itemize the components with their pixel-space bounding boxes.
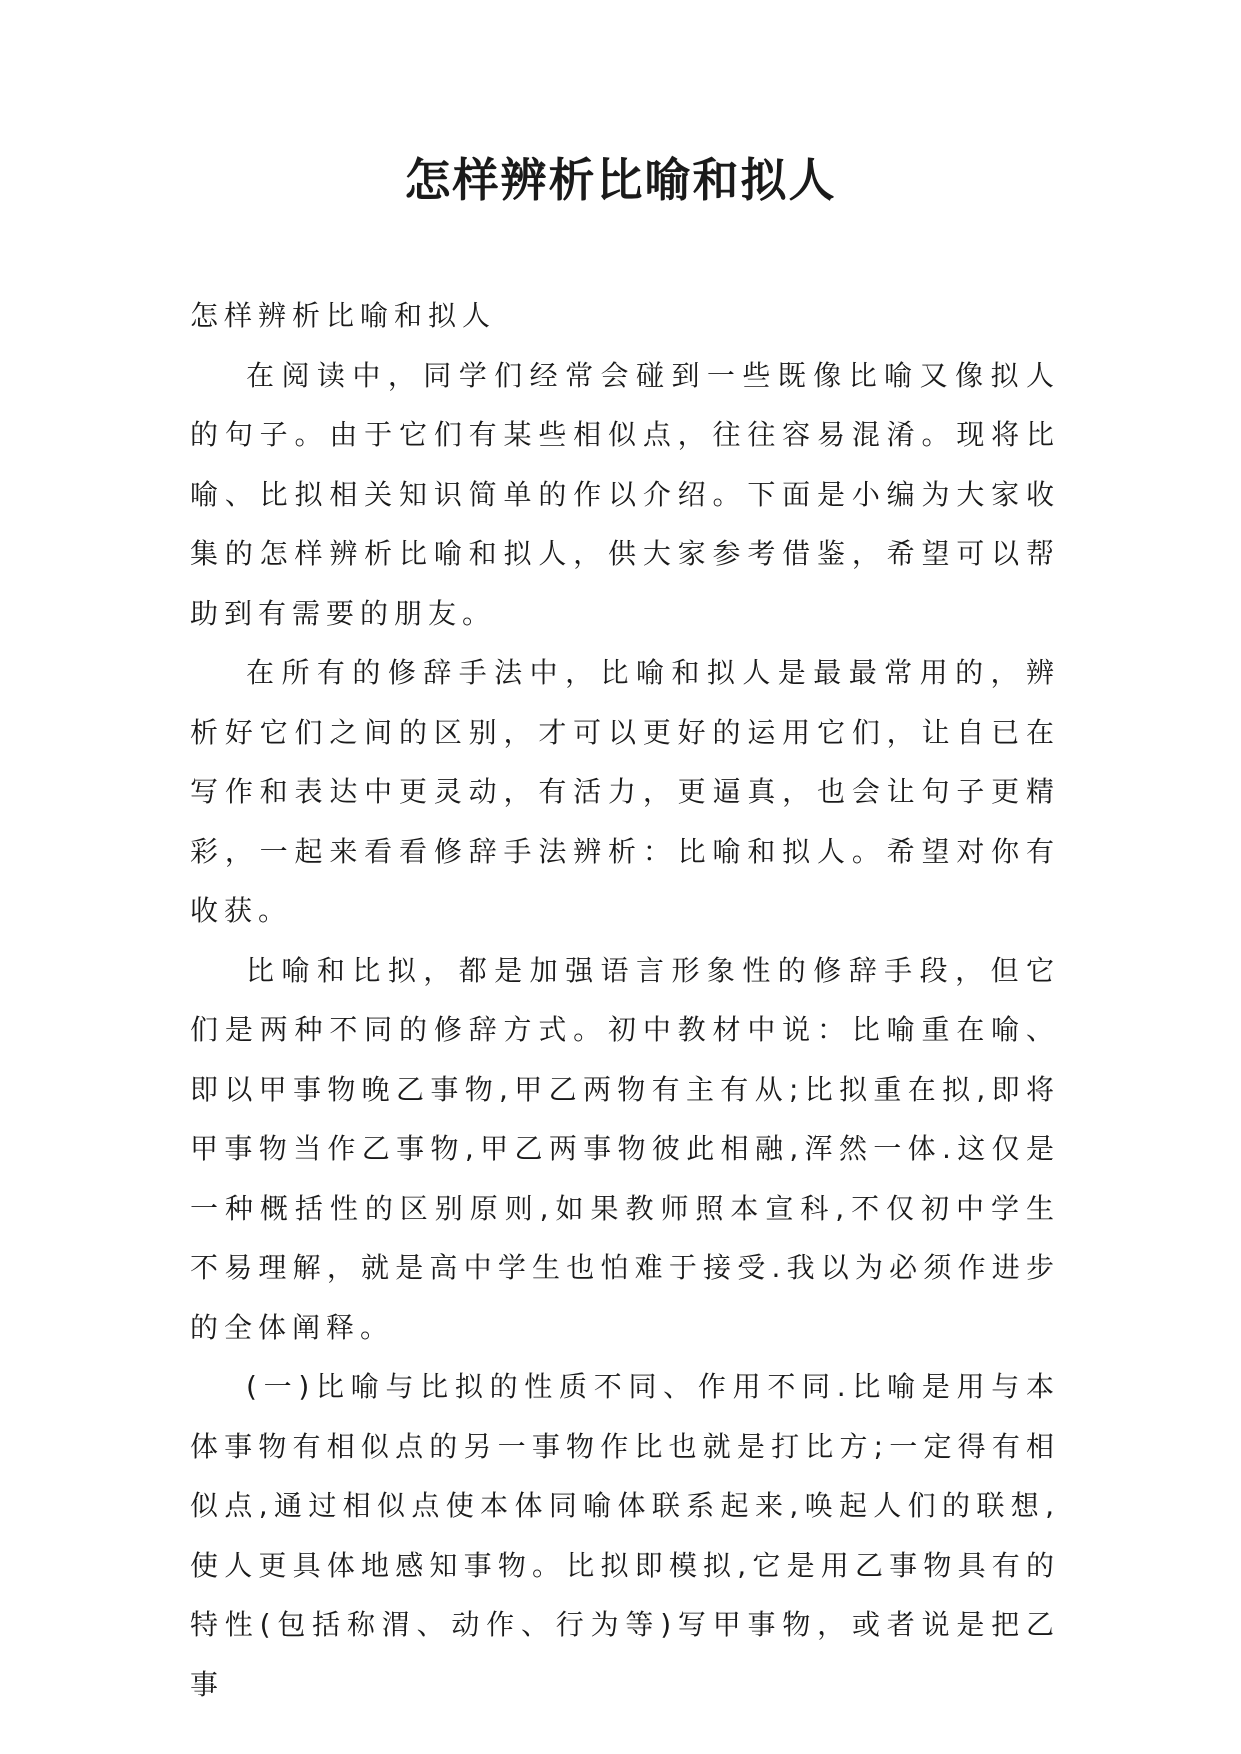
document-title: 怎样辨析比喻和拟人 — [404, 153, 837, 207]
document-body — [190, 286, 1060, 1714]
paragraph: (一)比喻与比拟的性质不同、作用不同.比喻是用与本体事物有相似点的另一事物作比也就是打比方;一定得有相似点,通过相似点使本体同喻体联系起来,唤起人们的联想,使人更具体地感知事物。比拟即模拟,它是用乙事物具有的特性(包括称渭、动作、行为等)写甲事物，或者说是把乙事 — [190, 1370, 1060, 1701]
paragraph: 比喻和比拟，都是加强语言形象性的修辞手段，但它们是两种不同的修辞方式。初中教材中说：比喻重在喻、即以甲事物晚乙事物,甲乙两物有主有从;比拟重在拟,即将甲事物当作乙事物,甲乙两事物彼此相融,浑然一体.这仅是一种概括性的区别原则,如果教师照本宣科,不仅初中学生不易理解，就是高中学生也怕难于接受.我以为必须作进步的全体阐释。 — [190, 953, 1060, 1344]
paragraph: 在阅读中，同学们经常会碰到一些既像比喻又像拟人的句子。由于它们有某些相似点，往往容易混淆。现将比喻、比拟相关知识简单的作以介绍。下面是小编为大家收集的怎样辨析比喻和拟人，供大家参考借鉴，希望可以帮助到有需要的朋友。 — [190, 358, 1060, 630]
document-subtitle: 怎样辨析比喻和拟人 — [190, 299, 497, 332]
paragraph: 在所有的修辞手法中，比喻和拟人是最最常用的，辨析好它们之间的区别，才可以更好的运用它们，让自已在写作和表达中更灵动，有活力，更逼真，也会让句子更精彩，一起来看看修辞手法辨析：比喻和拟人。希望对你有收获。 — [190, 656, 1060, 927]
